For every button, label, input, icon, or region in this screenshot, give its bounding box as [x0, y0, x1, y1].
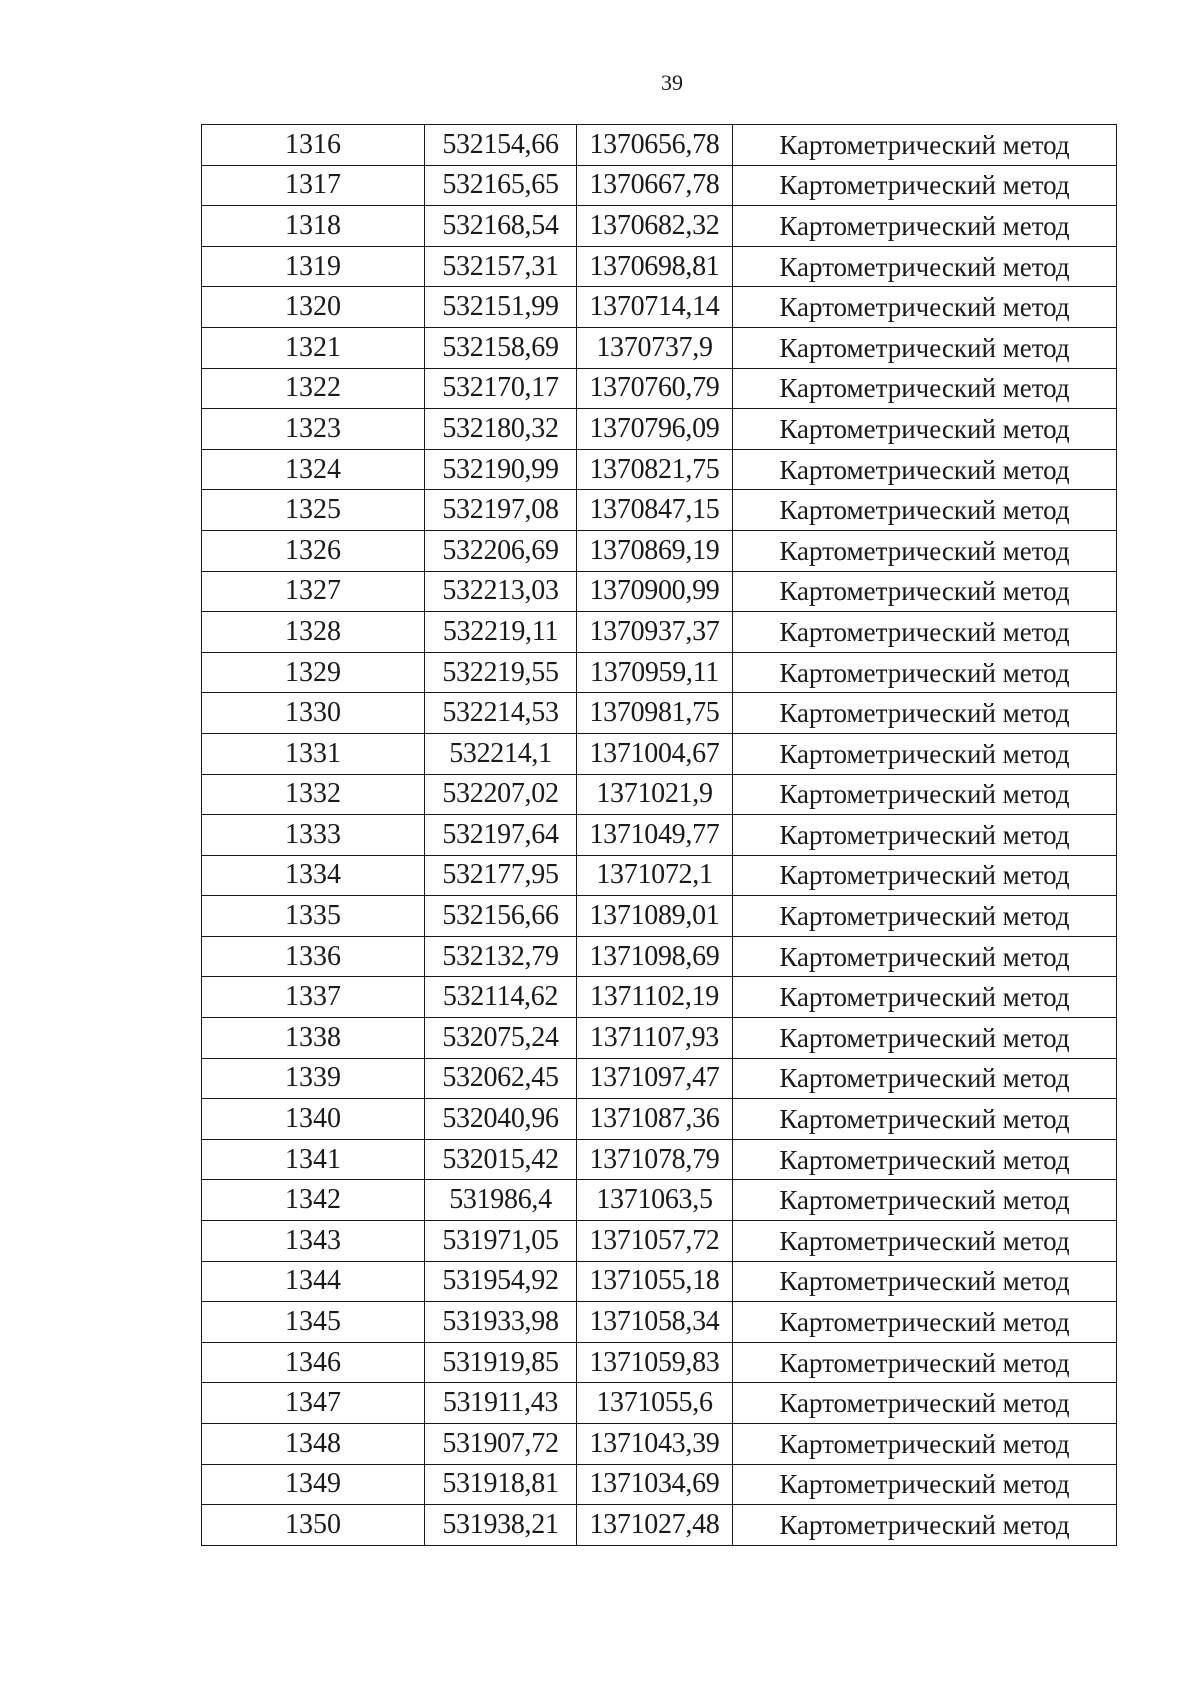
- x-coordinate-cell: 531919,85: [425, 1342, 577, 1383]
- x-coordinate-cell: 532206,69: [425, 530, 577, 571]
- x-coordinate-cell: 532214,1: [425, 733, 577, 774]
- table-row: [202, 1018, 1117, 1059]
- y-coordinate-cell: 1371058,34: [577, 1302, 733, 1343]
- table-row: [202, 409, 1117, 450]
- point-number-cell: 1338: [202, 1018, 425, 1059]
- point-number-cell: 1322: [202, 368, 425, 409]
- y-coordinate-cell: 1370698,81: [577, 246, 733, 287]
- point-number-cell: 1332: [202, 774, 425, 815]
- y-coordinate-cell: 1371107,93: [577, 1018, 733, 1059]
- method-cell: Картометрический метод: [733, 977, 1117, 1018]
- method-cell: Картометрический метод: [733, 612, 1117, 653]
- y-coordinate-cell: 1371097,47: [577, 1058, 733, 1099]
- table-row: [202, 1099, 1117, 1140]
- method-cell: Картометрический метод: [733, 815, 1117, 856]
- table-row: [202, 612, 1117, 653]
- table-row: [202, 896, 1117, 937]
- method-cell: Картометрический метод: [733, 693, 1117, 734]
- method-cell: Картометрический метод: [733, 530, 1117, 571]
- table-row: [202, 1180, 1117, 1221]
- x-coordinate-cell: 532180,32: [425, 409, 577, 450]
- x-coordinate-cell: 531954,92: [425, 1261, 577, 1302]
- x-coordinate-cell: 531918,81: [425, 1464, 577, 1505]
- y-coordinate-cell: 1371021,9: [577, 774, 733, 815]
- y-coordinate-cell: 1371055,6: [577, 1383, 733, 1424]
- x-coordinate-cell: 532207,02: [425, 774, 577, 815]
- y-coordinate-cell: 1370959,11: [577, 652, 733, 693]
- method-cell: Картометрический метод: [733, 1464, 1117, 1505]
- method-cell: Картометрический метод: [733, 1058, 1117, 1099]
- x-coordinate-cell: 532157,31: [425, 246, 577, 287]
- y-coordinate-cell: 1370760,79: [577, 368, 733, 409]
- table-row: [202, 1261, 1117, 1302]
- table-row: [202, 1424, 1117, 1465]
- method-cell: Картометрический метод: [733, 1424, 1117, 1465]
- method-cell: Картометрический метод: [733, 1221, 1117, 1262]
- point-number-cell: 1349: [202, 1464, 425, 1505]
- point-number-cell: 1346: [202, 1342, 425, 1383]
- x-coordinate-cell: 532114,62: [425, 977, 577, 1018]
- y-coordinate-cell: 1370714,14: [577, 287, 733, 328]
- point-number-cell: 1344: [202, 1261, 425, 1302]
- y-coordinate-cell: 1370656,78: [577, 125, 733, 166]
- y-coordinate-cell: 1371059,83: [577, 1342, 733, 1383]
- method-cell: Картометрический метод: [733, 1261, 1117, 1302]
- method-cell: Картометрический метод: [733, 1505, 1117, 1546]
- y-coordinate-cell: 1371043,39: [577, 1424, 733, 1465]
- x-coordinate-cell: 532158,69: [425, 327, 577, 368]
- x-coordinate-cell: 531907,72: [425, 1424, 577, 1465]
- method-cell: Картометрический метод: [733, 733, 1117, 774]
- y-coordinate-cell: 1371078,79: [577, 1139, 733, 1180]
- y-coordinate-cell: 1370682,32: [577, 206, 733, 247]
- method-cell: Картометрический метод: [733, 1383, 1117, 1424]
- table-row: [202, 1505, 1117, 1546]
- point-number-cell: 1340: [202, 1099, 425, 1140]
- method-cell: Картометрический метод: [733, 206, 1117, 247]
- method-cell: Картометрический метод: [733, 287, 1117, 328]
- point-number-cell: 1347: [202, 1383, 425, 1424]
- point-number-cell: 1342: [202, 1180, 425, 1221]
- method-cell: Картометрический метод: [733, 1302, 1117, 1343]
- point-number-cell: 1333: [202, 815, 425, 856]
- y-coordinate-cell: 1370900,99: [577, 571, 733, 612]
- y-coordinate-cell: 1370981,75: [577, 693, 733, 734]
- table-row: [202, 327, 1117, 368]
- x-coordinate-cell: 532190,99: [425, 449, 577, 490]
- x-coordinate-cell: 532062,45: [425, 1058, 577, 1099]
- y-coordinate-cell: 1371089,01: [577, 896, 733, 937]
- method-cell: Картометрический метод: [733, 449, 1117, 490]
- table-row: [202, 449, 1117, 490]
- x-coordinate-cell: 532213,03: [425, 571, 577, 612]
- y-coordinate-cell: 1371087,36: [577, 1099, 733, 1140]
- x-coordinate-cell: 531971,05: [425, 1221, 577, 1262]
- x-coordinate-cell: 532156,66: [425, 896, 577, 937]
- point-number-cell: 1336: [202, 936, 425, 977]
- x-coordinate-cell: 532168,54: [425, 206, 577, 247]
- point-number-cell: 1321: [202, 327, 425, 368]
- x-coordinate-cell: 531911,43: [425, 1383, 577, 1424]
- table-row: [202, 368, 1117, 409]
- method-cell: Картометрический метод: [733, 1099, 1117, 1140]
- point-number-cell: 1323: [202, 409, 425, 450]
- point-number-cell: 1326: [202, 530, 425, 571]
- method-cell: Картометрический метод: [733, 896, 1117, 937]
- y-coordinate-cell: 1371072,1: [577, 855, 733, 896]
- method-cell: Картометрический метод: [733, 409, 1117, 450]
- y-coordinate-cell: 1371027,48: [577, 1505, 733, 1546]
- x-coordinate-cell: 532132,79: [425, 936, 577, 977]
- table-row: [202, 1058, 1117, 1099]
- x-coordinate-cell: 531986,4: [425, 1180, 577, 1221]
- point-number-cell: 1343: [202, 1221, 425, 1262]
- x-coordinate-cell: 532219,11: [425, 612, 577, 653]
- table-row: [202, 652, 1117, 693]
- method-cell: Картометрический метод: [733, 774, 1117, 815]
- point-number-cell: 1316: [202, 125, 425, 166]
- point-number-cell: 1319: [202, 246, 425, 287]
- point-number-cell: 1345: [202, 1302, 425, 1343]
- x-coordinate-cell: 532219,55: [425, 652, 577, 693]
- method-cell: Картометрический метод: [733, 1342, 1117, 1383]
- y-coordinate-cell: 1371057,72: [577, 1221, 733, 1262]
- y-coordinate-cell: 1371034,69: [577, 1464, 733, 1505]
- point-number-cell: 1348: [202, 1424, 425, 1465]
- y-coordinate-cell: 1371102,19: [577, 977, 733, 1018]
- table-row: [202, 571, 1117, 612]
- table-row: [202, 1221, 1117, 1262]
- x-coordinate-cell: 532040,96: [425, 1099, 577, 1140]
- y-coordinate-cell: 1371098,69: [577, 936, 733, 977]
- point-number-cell: 1318: [202, 206, 425, 247]
- method-cell: Картометрический метод: [733, 855, 1117, 896]
- point-number-cell: 1317: [202, 165, 425, 206]
- point-number-cell: 1325: [202, 490, 425, 531]
- table-row: [202, 206, 1117, 247]
- table-row: [202, 490, 1117, 531]
- table-row: [202, 774, 1117, 815]
- point-number-cell: 1329: [202, 652, 425, 693]
- x-coordinate-cell: 531933,98: [425, 1302, 577, 1343]
- point-number-cell: 1320: [202, 287, 425, 328]
- table-row: [202, 1139, 1117, 1180]
- method-cell: Картометрический метод: [733, 652, 1117, 693]
- y-coordinate-cell: 1370667,78: [577, 165, 733, 206]
- x-coordinate-cell: 532165,65: [425, 165, 577, 206]
- point-number-cell: 1324: [202, 449, 425, 490]
- method-cell: Картометрический метод: [733, 936, 1117, 977]
- method-cell: Картометрический метод: [733, 1139, 1117, 1180]
- table-row: [202, 1342, 1117, 1383]
- x-coordinate-cell: 532151,99: [425, 287, 577, 328]
- point-number-cell: 1334: [202, 855, 425, 896]
- table-row: [202, 693, 1117, 734]
- table-row: [202, 977, 1117, 1018]
- x-coordinate-cell: 532214,53: [425, 693, 577, 734]
- y-coordinate-cell: 1371063,5: [577, 1180, 733, 1221]
- point-number-cell: 1341: [202, 1139, 425, 1180]
- x-coordinate-cell: 532197,08: [425, 490, 577, 531]
- method-cell: Картометрический метод: [733, 327, 1117, 368]
- y-coordinate-cell: 1371004,67: [577, 733, 733, 774]
- method-cell: Картометрический метод: [733, 571, 1117, 612]
- y-coordinate-cell: 1370847,15: [577, 490, 733, 531]
- y-coordinate-cell: 1371055,18: [577, 1261, 733, 1302]
- table-row: [202, 287, 1117, 328]
- point-number-cell: 1350: [202, 1505, 425, 1546]
- table-row: [202, 733, 1117, 774]
- point-number-cell: 1339: [202, 1058, 425, 1099]
- point-number-cell: 1337: [202, 977, 425, 1018]
- method-cell: Картометрический метод: [733, 125, 1117, 166]
- page-number: 39: [661, 70, 683, 95]
- x-coordinate-cell: 532177,95: [425, 855, 577, 896]
- table-row: [202, 1302, 1117, 1343]
- x-coordinate-cell: 532170,17: [425, 368, 577, 409]
- table-row: [202, 936, 1117, 977]
- method-cell: Картометрический метод: [733, 165, 1117, 206]
- coordinates-table-body: [202, 125, 1117, 1546]
- y-coordinate-cell: 1370937,37: [577, 612, 733, 653]
- point-number-cell: 1330: [202, 693, 425, 734]
- table-row: [202, 1464, 1117, 1505]
- method-cell: Картометрический метод: [733, 246, 1117, 287]
- method-cell: Картометрический метод: [733, 1018, 1117, 1059]
- y-coordinate-cell: 1370869,19: [577, 530, 733, 571]
- table-row: [202, 815, 1117, 856]
- coordinates-table: [201, 124, 1117, 1546]
- x-coordinate-cell: 532015,42: [425, 1139, 577, 1180]
- point-number-cell: 1331: [202, 733, 425, 774]
- y-coordinate-cell: 1370796,09: [577, 409, 733, 450]
- method-cell: Картометрический метод: [733, 1180, 1117, 1221]
- table-row: [202, 855, 1117, 896]
- table-row: [202, 165, 1117, 206]
- x-coordinate-cell: 532197,64: [425, 815, 577, 856]
- method-cell: Картометрический метод: [733, 368, 1117, 409]
- table-row: [202, 1383, 1117, 1424]
- x-coordinate-cell: 532075,24: [425, 1018, 577, 1059]
- table-row: [202, 125, 1117, 166]
- point-number-cell: 1335: [202, 896, 425, 937]
- x-coordinate-cell: 531938,21: [425, 1505, 577, 1546]
- x-coordinate-cell: 532154,66: [425, 125, 577, 166]
- y-coordinate-cell: 1370821,75: [577, 449, 733, 490]
- table-row: [202, 246, 1117, 287]
- table-row: [202, 530, 1117, 571]
- point-number-cell: 1328: [202, 612, 425, 653]
- y-coordinate-cell: 1370737,9: [577, 327, 733, 368]
- method-cell: Картометрический метод: [733, 490, 1117, 531]
- y-coordinate-cell: 1371049,77: [577, 815, 733, 856]
- point-number-cell: 1327: [202, 571, 425, 612]
